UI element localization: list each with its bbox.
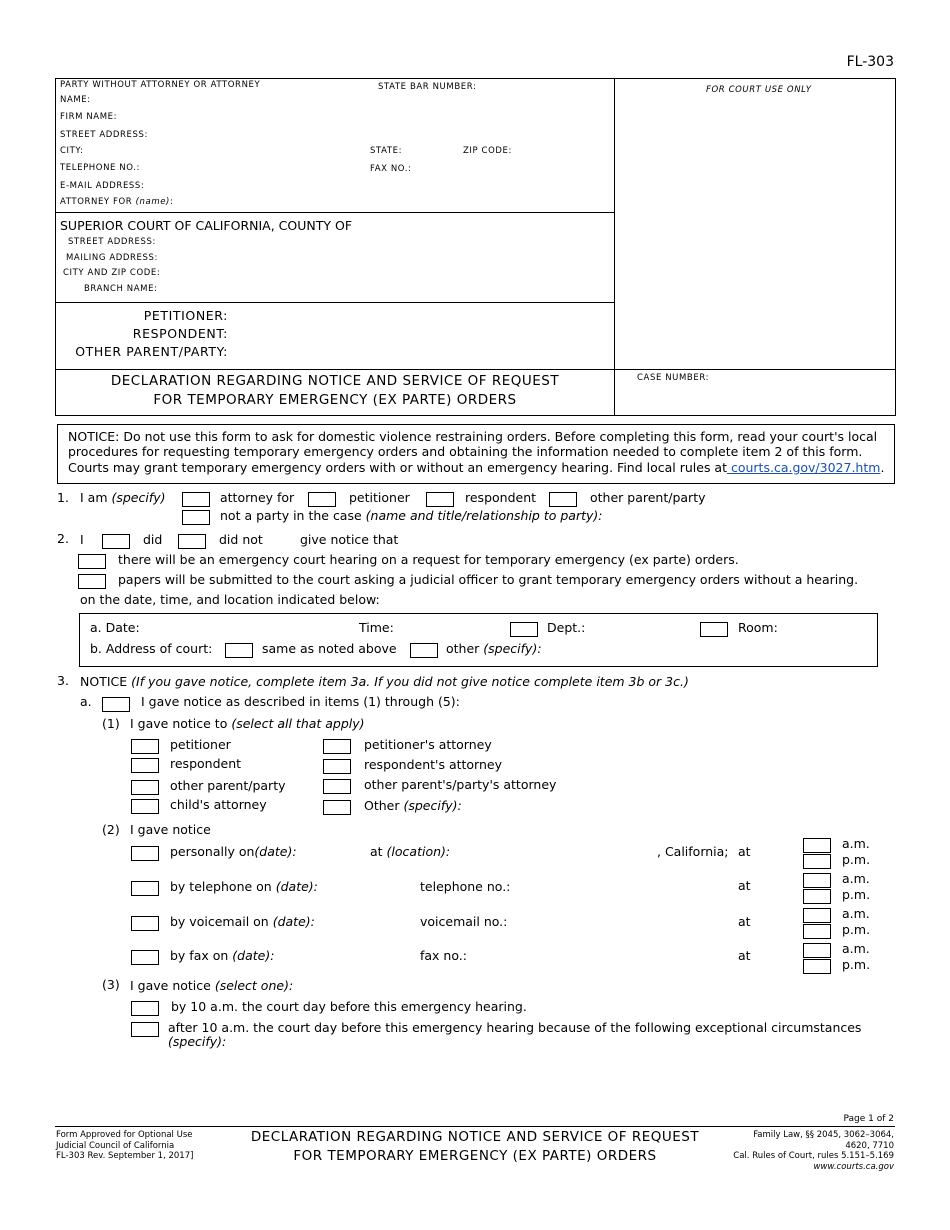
time-checkbox[interactable] — [510, 622, 538, 637]
notice-other-attorney-label: other parent's/party's attorney — [364, 777, 557, 792]
telephone-checkbox[interactable] — [131, 881, 159, 896]
by-10am-checkbox[interactable] — [131, 1001, 159, 1016]
notice-other-label: Other (specify): — [364, 798, 462, 813]
address-label: b. Address of court: — [90, 641, 213, 656]
notice-pet-attorney-checkbox[interactable] — [323, 739, 351, 754]
other-party-option-label: other parent/party — [590, 490, 706, 505]
dept-checkbox[interactable] — [700, 622, 728, 637]
fax-at-label: at — [738, 948, 751, 963]
phone-label: TELEPHONE NO.: — [60, 163, 140, 173]
notice-pet-attorney-label: petitioner's attorney — [364, 737, 492, 752]
fax-label: by fax on (date): — [170, 948, 275, 963]
after-10am-label: after 10 a.m. the court day before this emergency hearing because of the following exceptional circumstances — [168, 1020, 862, 1035]
voicemail-at-label: at — [738, 914, 751, 929]
after-10am-checkbox[interactable] — [131, 1022, 159, 1037]
hearing-checkbox[interactable] — [78, 554, 106, 569]
footer-title-line2: FOR TEMPORARY EMERGENCY (EX PARTE) ORDERS — [293, 1148, 657, 1164]
location-label: at (location): — [370, 844, 451, 859]
voicemail-label: by voicemail on (date): — [170, 914, 315, 929]
notice-text: NOTICE: Do not use this form to ask for domestic violence restraining orders. Before completing this form, read your court's local procedures for requesting temporary emergency orders and obtaining the information needed to complete item 2 of this form. Courts may grant temporary emergency orders with or without an emergency hearing. Find local rules at courts.ca.gov/3027.htm. — [68, 429, 885, 475]
form-approval: Form Approved for Optional Use Judicial Council of California FL-303 Rev. September 1, 2017] — [56, 1130, 194, 1161]
telephone-am-label: a.m. — [842, 871, 870, 886]
notice-other-checkbox[interactable] — [323, 800, 351, 815]
local-rules-link[interactable]: courts.ca.gov/3027.htm — [727, 459, 881, 475]
notice-resp-attorney-label: respondent's attorney — [364, 757, 502, 772]
notice-other-parent-label: other parent/party — [170, 778, 286, 793]
fax-am-label: a.m. — [842, 941, 870, 956]
court-street-label: STREET ADDRESS: — [68, 237, 156, 247]
sub1-label: I gave notice to (select all that apply) — [130, 716, 365, 731]
gave-notice-checkbox[interactable] — [102, 697, 130, 712]
same-as-noted-label: same as noted above — [262, 641, 397, 656]
did-label: did — [143, 532, 163, 547]
item1-number: 1. — [57, 490, 69, 505]
papers-label: papers will be submitted to the court asking a judicial officer to grant temporary emergency orders without a hearing. — [118, 572, 859, 587]
case-number-label: CASE NUMBER: — [637, 373, 710, 383]
telephone-at-label: at — [738, 878, 751, 893]
item3-number: 3. — [57, 673, 69, 688]
personally-pm-checkbox[interactable] — [803, 854, 831, 869]
street-label: STREET ADDRESS: — [60, 130, 148, 140]
fax-no-label: fax no.: — [420, 948, 467, 963]
voicemail-checkbox[interactable] — [131, 916, 159, 931]
personally-label: personally on(date): — [170, 844, 297, 859]
notice-petitioner-checkbox[interactable] — [131, 739, 159, 754]
form-number: FL-303 — [846, 54, 894, 70]
other-party-checkbox[interactable] — [549, 492, 577, 507]
fax-pm-label: p.m. — [842, 957, 871, 972]
state-label: STATE: — [370, 146, 403, 156]
fax-am-checkbox[interactable] — [803, 943, 831, 958]
room-label: Room: — [738, 620, 778, 635]
other-address-checkbox[interactable] — [410, 643, 438, 658]
sub2-number: (2) — [102, 822, 120, 837]
voicemail-am-label: a.m. — [842, 906, 870, 921]
caption-box — [55, 78, 896, 416]
date-label: a. Date: — [90, 620, 140, 635]
on-date-label: on the date, time, and location indicated below: — [80, 592, 380, 607]
papers-checkbox[interactable] — [78, 574, 106, 589]
item3-lead: NOTICE (If you gave notice, complete item 3a. If you did not give notice complete item 3b or 3c.) — [80, 674, 689, 689]
petitioner-label: PETITIONER: — [143, 308, 228, 323]
personally-checkbox[interactable] — [131, 846, 159, 861]
respondent-option-label: respondent — [465, 490, 537, 505]
voicemail-pm-label: p.m. — [842, 922, 871, 937]
court-mailing-label: MAILING ADDRESS: — [66, 253, 158, 263]
telephone-pm-label: p.m. — [842, 887, 871, 902]
sub1-number: (1) — [102, 716, 120, 731]
notice-respondent-label: respondent — [170, 756, 242, 771]
name-label: NAME: — [60, 95, 91, 105]
other-address-label: other (specify): — [446, 641, 542, 656]
page-number: Page 1 of 2 — [843, 1114, 894, 1124]
notice-resp-attorney-checkbox[interactable] — [323, 759, 351, 774]
fax-checkbox[interactable] — [131, 950, 159, 965]
court-use-label: FOR COURT USE ONLY — [706, 85, 812, 95]
attorney-for-label: attorney for — [220, 490, 295, 505]
sub2-label: I gave notice — [130, 822, 211, 837]
attorney-for-label: ATTORNEY FOR (name): — [60, 197, 174, 207]
item3a-label: a. — [80, 694, 92, 709]
voicemail-pm-checkbox[interactable] — [803, 924, 831, 939]
personally-am-checkbox[interactable] — [803, 838, 831, 853]
personally-at-label: at — [738, 844, 751, 859]
notice-petitioner-label: petitioner — [170, 737, 231, 752]
not-party-label: not a party in the case (name and title/relationship to party): — [220, 508, 603, 523]
item1-lead: I am (specify) — [80, 490, 166, 505]
fax-label: FAX NO.: — [370, 164, 412, 174]
after-10am-specify: (specify): — [168, 1034, 227, 1049]
notice-child-attorney-label: child's attorney — [170, 797, 267, 812]
voicemail-no-label: voicemail no.: — [420, 914, 508, 929]
notice-other-attorney-checkbox[interactable] — [323, 779, 351, 794]
gave-notice-label: I gave notice as described in items (1) through (5): — [141, 694, 460, 709]
telephone-pm-checkbox[interactable] — [803, 889, 831, 904]
dept-label: Dept.: — [547, 620, 586, 635]
legal-references: Family Law, §§ 2045, 3062–3064, 4620, 7710 Cal. Rules of Court, rules 5.151–5.169 www.courts.ca.gov — [733, 1130, 894, 1172]
respondent-checkbox[interactable] — [426, 492, 454, 507]
other-party-label: OTHER PARENT/PARTY: — [75, 344, 228, 359]
voicemail-am-checkbox[interactable] — [803, 908, 831, 923]
email-label: E-MAIL ADDRESS: — [60, 181, 145, 191]
city-label: CITY: — [60, 146, 84, 156]
same-as-noted-checkbox[interactable] — [225, 643, 253, 658]
petitioner-checkbox[interactable] — [308, 492, 336, 507]
court-title: SUPERIOR COURT OF CALIFORNIA, COUNTY OF — [60, 218, 353, 233]
attorney-for-checkbox[interactable] — [182, 492, 210, 507]
did-checkbox[interactable] — [102, 534, 130, 549]
petitioner-option-label: petitioner — [349, 490, 410, 505]
notice-child-attorney-checkbox[interactable] — [131, 799, 159, 814]
form-title-line2: FOR TEMPORARY EMERGENCY (EX PARTE) ORDERS — [153, 392, 517, 408]
sub3-number: (3) — [102, 977, 120, 992]
form-title-line1: DECLARATION REGARDING NOTICE AND SERVICE OF REQUEST — [110, 373, 560, 389]
give-notice-label: give notice that — [300, 532, 399, 547]
personally-pm-label: p.m. — [842, 852, 871, 867]
notice-other-parent-checkbox[interactable] — [131, 780, 159, 795]
telephone-no-label: telephone no.: — [420, 879, 511, 894]
court-city-label: CITY AND ZIP CODE: — [63, 268, 161, 278]
court-branch-label: BRANCH NAME: — [84, 284, 158, 294]
firm-label: FIRM NAME: — [60, 112, 118, 122]
footer-title-line1: DECLARATION REGARDING NOTICE AND SERVICE OF REQUEST — [250, 1129, 700, 1145]
item2-number: 2. — [57, 531, 69, 546]
fax-pm-checkbox[interactable] — [803, 959, 831, 974]
personally-am-label: a.m. — [842, 836, 870, 851]
state-bar-label: STATE BAR NUMBER: — [378, 82, 477, 92]
respondent-label: RESPONDENT: — [132, 326, 228, 341]
by-10am-label: by 10 a.m. the court day before this emergency hearing. — [171, 999, 527, 1014]
telephone-label: by telephone on (date): — [170, 879, 318, 894]
party-label: PARTY WITHOUT ATTORNEY OR ATTORNEY — [60, 80, 261, 90]
california-label: , California; — [657, 844, 729, 859]
zip-label: ZIP CODE: — [463, 146, 512, 156]
item2-lead: I — [80, 532, 84, 547]
hearing-label: there will be an emergency court hearing on a request for temporary emergency (ex parte) orders. — [118, 552, 739, 567]
not-party-checkbox[interactable] — [182, 510, 210, 525]
sub3-label: I gave notice (select one): — [130, 978, 294, 993]
telephone-am-checkbox[interactable] — [803, 873, 831, 888]
time-label: Time: — [359, 620, 394, 635]
did-not-checkbox[interactable] — [178, 534, 206, 549]
did-not-label: did not — [219, 532, 263, 547]
notice-respondent-checkbox[interactable] — [131, 758, 159, 773]
